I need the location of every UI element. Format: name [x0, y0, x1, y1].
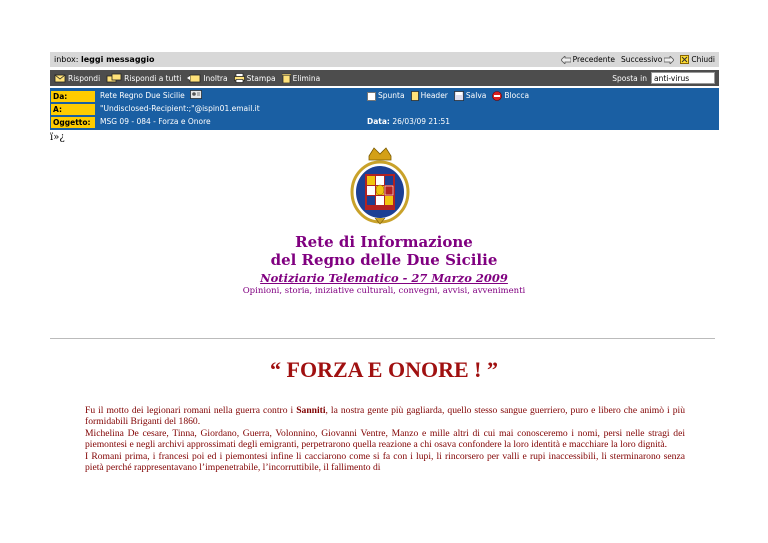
block-icon: [492, 91, 502, 101]
reply-button[interactable]: [54, 73, 100, 83]
subject-row: [50, 116, 719, 128]
document-icon: [411, 91, 419, 101]
paragraph-1: [85, 405, 685, 428]
flag-checkbox[interactable]: [367, 92, 376, 101]
paragraph-1-bold: Sanniti: [296, 405, 326, 416]
previous-link[interactable]: [561, 55, 615, 64]
subject-label: Oggetto:: [51, 117, 95, 128]
paragraph-2: Michelina De cesare, Tinna, Giordano, Guerra, Volonnino, Giovanni Ventre, Manzo e mille altri di cui mai conosceremo i nomi, persi nelle stragi dei piemontesi e negli archivi approssimati degli emigranti, perpetrarono quella reazione a chi osava confondere la loro identità e macchiare la loro dignità.: [85, 427, 685, 451]
reply-label: Rispondi: [68, 73, 101, 83]
move-to-folder: [612, 72, 715, 84]
date-field: [367, 116, 450, 128]
print-label: Stampa: [246, 73, 276, 83]
article-headline: “ FORZA E ONORE ! ”: [270, 357, 498, 382]
printer-icon: [234, 73, 245, 83]
next-link[interactable]: [621, 55, 674, 64]
breadcrumb: [54, 55, 155, 64]
newsletter-subtitle: Notiziario Telematico - 27 Marzo 2009: [260, 271, 508, 285]
flag-action[interactable]: [367, 90, 405, 102]
message-navigation: [561, 55, 715, 64]
delete-label: Elimina: [292, 73, 321, 83]
paragraph-1-start: Fu il motto dei legionari romani nella guerra contro i: [85, 405, 297, 416]
to-label: A:: [51, 104, 95, 115]
reply-all-label: Rispondi a tutti: [124, 73, 182, 83]
forward-button[interactable]: [187, 73, 227, 83]
delete-button[interactable]: [282, 73, 321, 83]
message-actions: [367, 90, 529, 102]
forward-label: Inoltra: [203, 73, 228, 83]
save-icon: [454, 91, 464, 101]
message-toolbar: [50, 70, 719, 86]
block-action[interactable]: [492, 90, 529, 102]
header-action[interactable]: [411, 90, 448, 102]
view-title: leggi messaggio: [81, 55, 155, 64]
save-action[interactable]: [454, 90, 486, 102]
folder-select[interactable]: anti-virus: [651, 72, 715, 84]
header-label: Header: [420, 91, 448, 100]
date-value: 26/03/09 21:51: [392, 117, 451, 126]
paragraph-3: I Romani prima, i francesi poi ed i piemontesi infine li cacciarono come si fa con i lupi, li rincorsero per valli e rupi inaccessibili, li sterminarono senza pietà perché rappresentavano l’impenetrabile, l’incorruttibile, il fallimento di: [85, 450, 685, 474]
newsletter-title-line2: del Regno delle Due Sicilie: [270, 251, 498, 269]
date-label: Data:: [367, 117, 390, 126]
arrow-left-icon: [561, 56, 571, 64]
coat-of-arms-icon: [347, 146, 413, 226]
arrow-right-icon: [664, 56, 674, 64]
next-label: Successivo: [621, 55, 663, 64]
folder-name[interactable]: inbox:: [54, 55, 79, 64]
block-label: Blocca: [504, 91, 530, 100]
message-header: [50, 88, 719, 130]
encoding-artifact: ï»¿: [50, 132, 65, 143]
close-link[interactable]: [680, 55, 715, 64]
trash-icon: [282, 73, 291, 83]
reply-icon: [54, 73, 66, 83]
subject-value: MSG 09 - 084 - Forza e Onore: [100, 117, 211, 126]
article-body: [85, 405, 685, 473]
to-row: [50, 103, 719, 115]
from-row: [50, 90, 719, 102]
top-bar: [50, 52, 719, 67]
save-label: Salva: [465, 91, 487, 100]
forward-icon: [187, 73, 201, 83]
paragraph-1-end: , la nostra gente più gagliarda, quello stesso sangue guerriero, puro e libero che animò i più formidabili Briganti del 1860.: [85, 405, 685, 428]
divider: [50, 338, 715, 339]
close-label: Chiudi: [691, 55, 715, 64]
previous-label: Precedente: [572, 55, 616, 64]
to-value: "Undisclosed-Recipient:;"@ispin01.email.it: [100, 104, 260, 113]
reply-all-icon: [106, 73, 122, 83]
flag-label: Spunta: [378, 91, 405, 100]
close-icon: [680, 55, 689, 64]
reply-all-button[interactable]: [106, 73, 181, 83]
from-value: [100, 90, 202, 102]
add-contact-icon[interactable]: [190, 90, 202, 99]
print-button[interactable]: [234, 73, 276, 83]
newsletter-tagline: Opinioni, storia, iniziative culturali, convegni, avvisi, avvenimenti: [242, 286, 526, 296]
from-label: Da:: [51, 91, 95, 102]
newsletter-title-line1: Rete di Informazione: [295, 233, 473, 251]
sender-name[interactable]: Rete Regno Due Sicilie: [100, 91, 185, 100]
move-label: Sposta in: [612, 73, 647, 83]
